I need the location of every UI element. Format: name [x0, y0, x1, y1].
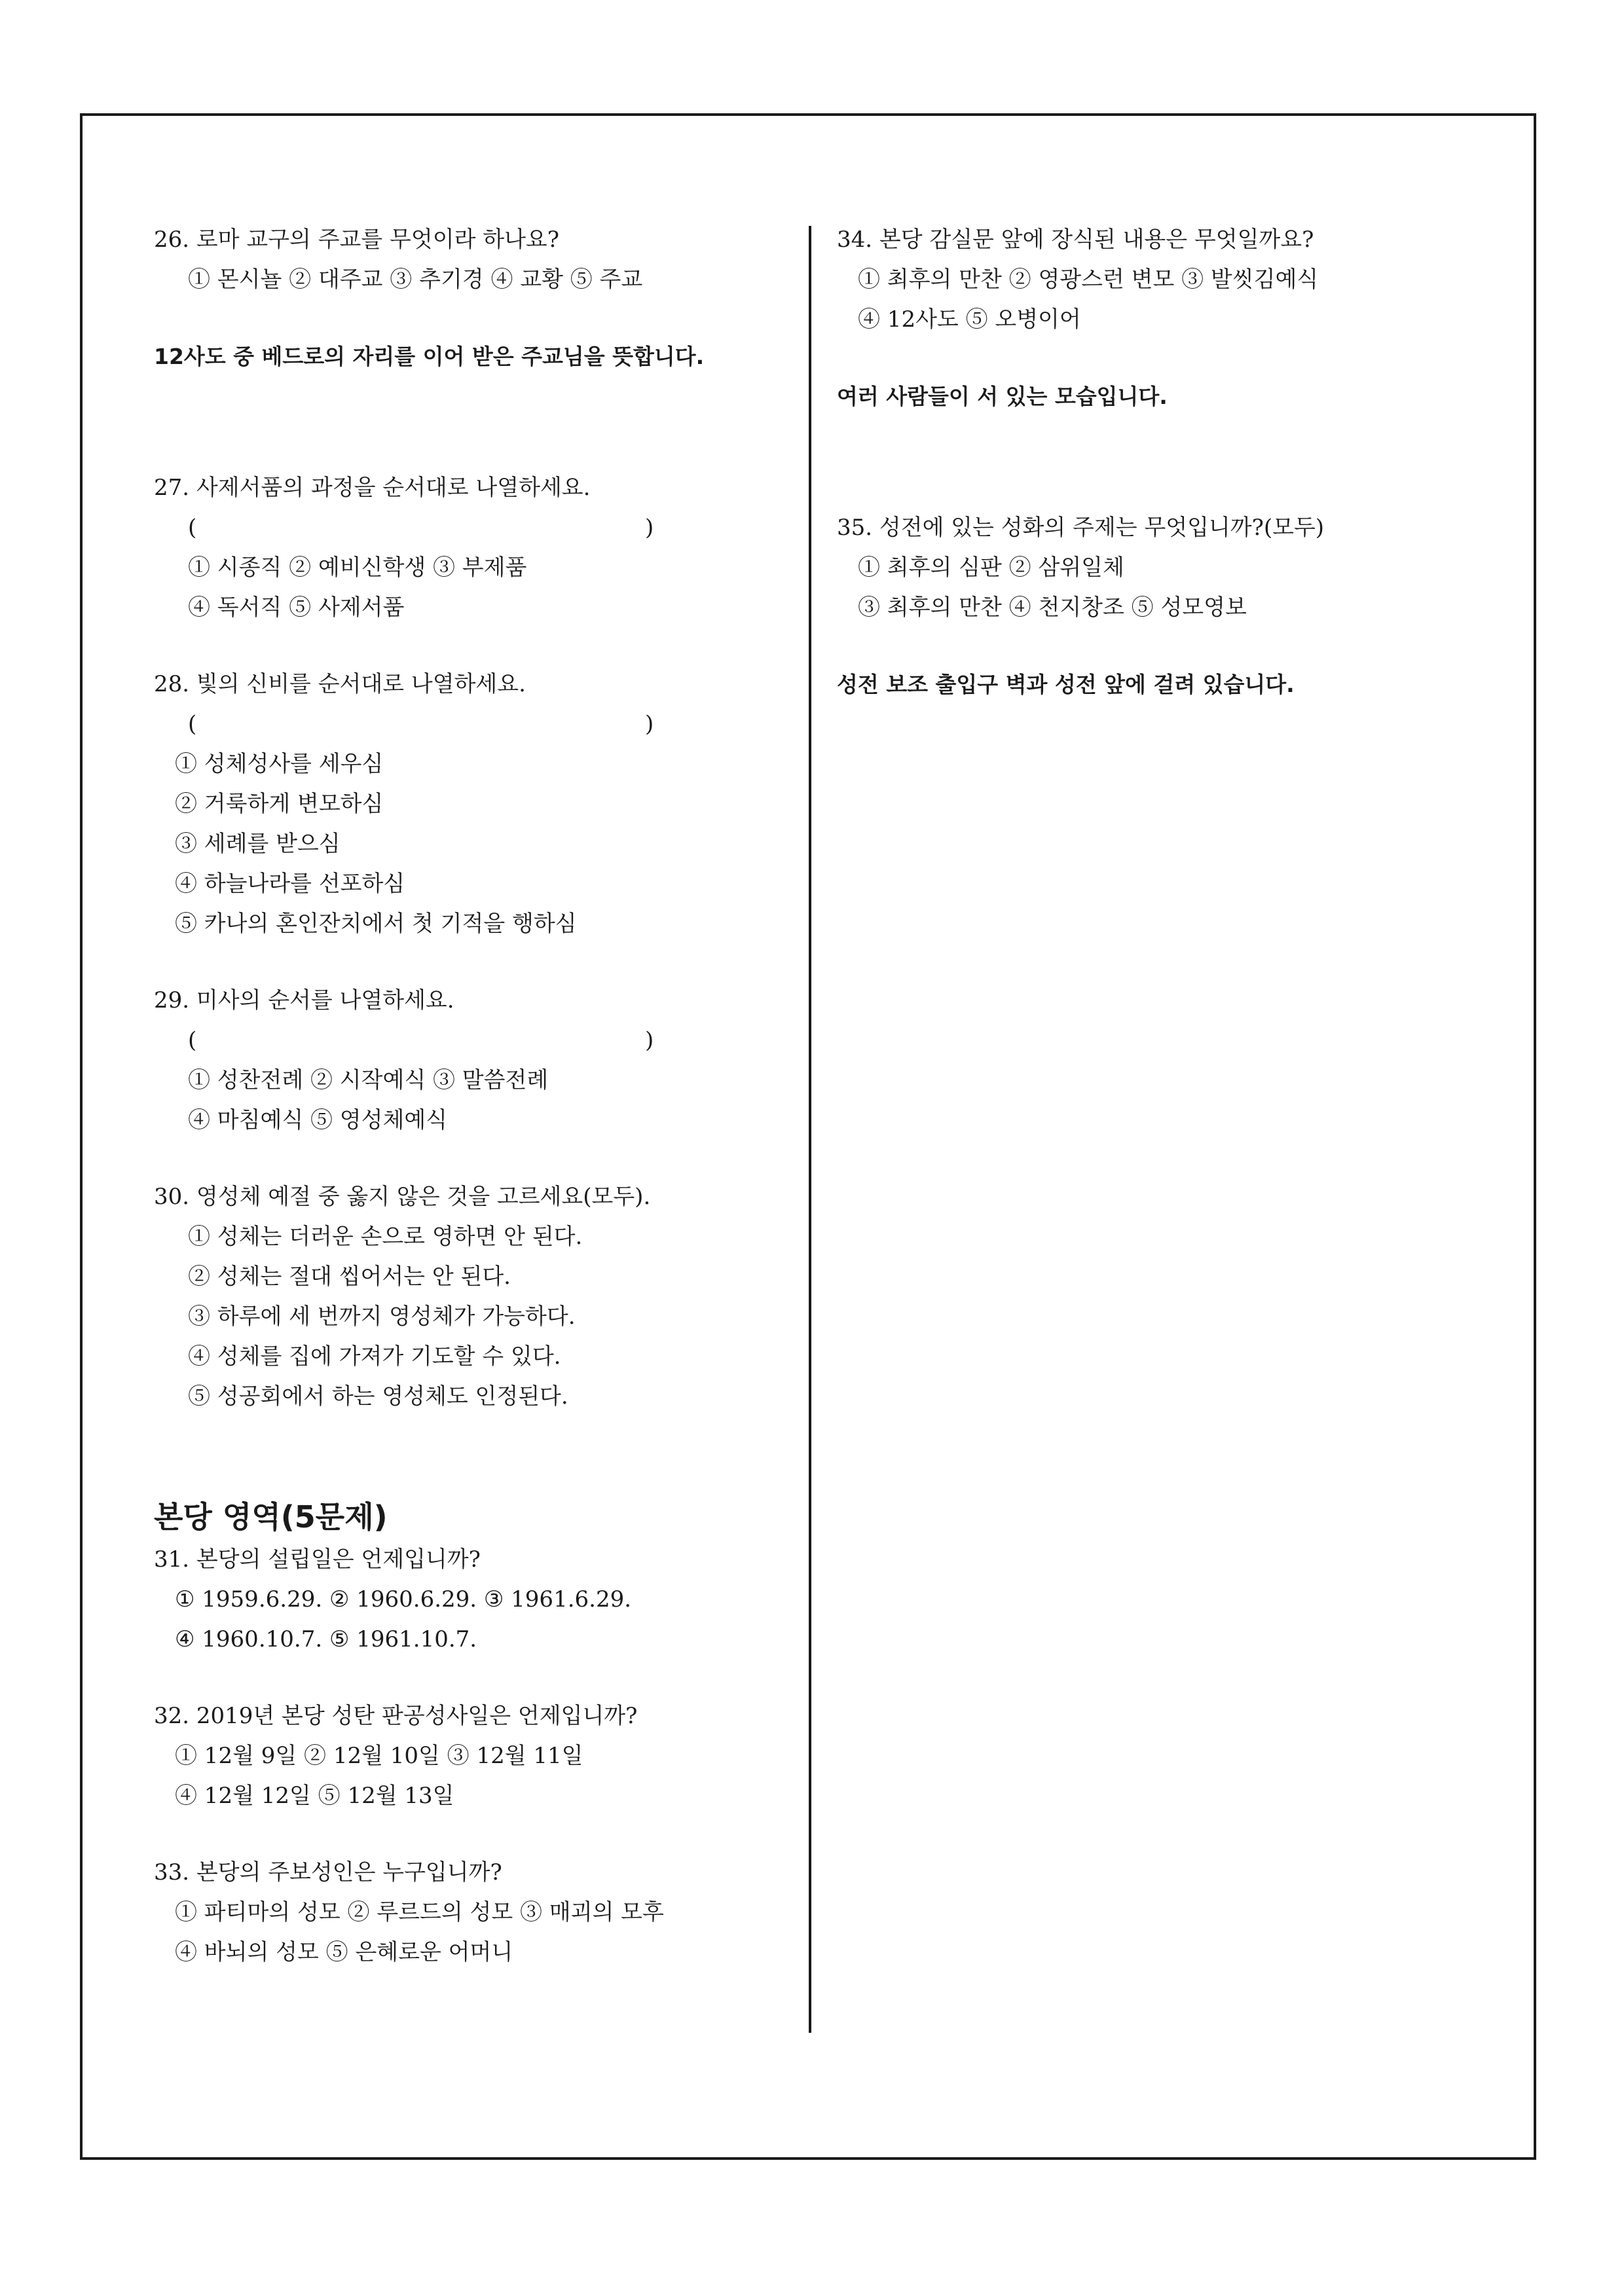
question-options: ① 성찬전례 ② 시작예식 ③ 말씀전례: [188, 1067, 549, 1093]
option: ④ 하늘나라를 선포하심: [175, 871, 405, 897]
question-32: [154, 1696, 783, 1816]
question-options: ④ 1960.10.7. ⑤ 1961.10.7.: [175, 1626, 477, 1652]
question-title: 31. 본당의 설립일은 언제입니까?: [154, 1546, 481, 1573]
question-26: [154, 220, 783, 376]
question-title: 33. 본당의 주보성인은 누구입니까?: [154, 1859, 502, 1886]
question-27: [154, 468, 783, 628]
answer-note: 12사도 중 베드로의 자리를 이어 받은 주교님을 뜻합니다.: [154, 344, 705, 369]
question-options: ③ 최후의 만찬 ④ 천지창조 ⑤ 성모영보: [858, 594, 1247, 621]
question-title: 27. 사제서품의 과정을 순서대로 나열하세요.: [154, 475, 591, 501]
question-28: [154, 665, 783, 944]
option: ① 성체는 더러운 손으로 영하면 안 된다.: [188, 1224, 583, 1250]
answer-blank: [154, 704, 783, 744]
question-options: ④ 마침예식 ⑤ 영성체예식: [188, 1107, 448, 1133]
option: ③ 세례를 받으심: [175, 831, 341, 857]
option: ② 성체는 절대 씹어서는 안 된다.: [188, 1264, 511, 1290]
question-options: ① 1959.6.29. ② 1960.6.29. ③ 1961.6.29.: [175, 1586, 632, 1613]
answer-blank: [154, 508, 783, 548]
question-33: [154, 1853, 783, 1973]
left-column: [154, 220, 783, 1973]
question-title: 28. 빛의 신비를 순서대로 나열하세요.: [154, 671, 526, 697]
paren-close: ): [645, 515, 654, 541]
question-30: [154, 1177, 783, 1417]
question-title: 32. 2019년 본당 성탄 판공성사일은 언제입니까?: [154, 1703, 638, 1729]
question-options: ① 최후의 심판 ② 삼위일체: [858, 555, 1124, 581]
answer-note: 성전 보조 출입구 벽과 성전 앞에 걸려 있습니다.: [837, 672, 1295, 697]
question-title: 26. 로마 교구의 주교를 무엇이라 하나요?: [154, 227, 559, 253]
question-options: ① 몬시뇰 ② 대주교 ③ 추기경 ④ 교황 ⑤ 주교: [188, 266, 643, 293]
question-29: [154, 981, 783, 1140]
question-title: 34. 본당 감실문 앞에 장식된 내용은 무엇일까요?: [837, 227, 1314, 253]
paren-open: (: [188, 1027, 197, 1053]
paren-close: ): [645, 1027, 654, 1053]
question-options: ④ 바뇌의 성모 ⑤ 은혜로운 어머니: [175, 1939, 513, 1965]
question-options: ① 12월 9일 ② 12월 10일 ③ 12월 11일: [175, 1743, 583, 1769]
option: ⑤ 카나의 혼인잔치에서 첫 기적을 행하심: [175, 911, 577, 937]
option: ④ 성체를 집에 가져가 기도할 수 있다.: [188, 1343, 561, 1370]
option: ② 거룩하게 변모하심: [175, 791, 384, 817]
question-options: ④ 12사도 ⑤ 오병이어: [858, 306, 1081, 333]
question-title: 30. 영성체 예절 중 옳지 않은 것을 고르세요(모두).: [154, 1184, 651, 1210]
answer-blank: [154, 1021, 783, 1061]
paren-close: ): [645, 711, 654, 737]
question-34: [837, 220, 1466, 416]
right-column: [837, 220, 1466, 704]
question-31: [154, 1540, 783, 1660]
option: ③ 하루에 세 번까지 영성체가 가능하다.: [188, 1303, 576, 1330]
option: ⑤ 성공회에서 하는 영성체도 인정된다.: [188, 1383, 568, 1410]
paren-open: (: [188, 711, 197, 737]
question-options: ④ 12월 12일 ⑤ 12월 13일: [175, 1783, 454, 1809]
question-options: ① 최후의 만찬 ② 영광스런 변모 ③ 발씻김예식: [858, 266, 1319, 293]
question-options: ④ 독서직 ⑤ 사제서품: [188, 594, 405, 621]
answer-note: 여러 사람들이 서 있는 모습입니다.: [837, 384, 1168, 409]
question-35: [837, 508, 1466, 704]
question-title: 29. 미사의 순서를 나열하세요.: [154, 987, 454, 1013]
question-title: 35. 성전에 있는 성화의 주제는 무엇입니까?(모두): [837, 515, 1325, 541]
question-options: ① 시종직 ② 예비신학생 ③ 부제품: [188, 555, 527, 581]
question-options: ① 파티마의 성모 ② 루르드의 성모 ③ 매괴의 모후: [175, 1899, 664, 1925]
paren-open: (: [188, 515, 197, 541]
section-title: 본당 영역(5문제): [154, 1499, 388, 1535]
column-divider: [809, 226, 811, 2033]
option: ① 성체성사를 세우심: [175, 751, 384, 777]
